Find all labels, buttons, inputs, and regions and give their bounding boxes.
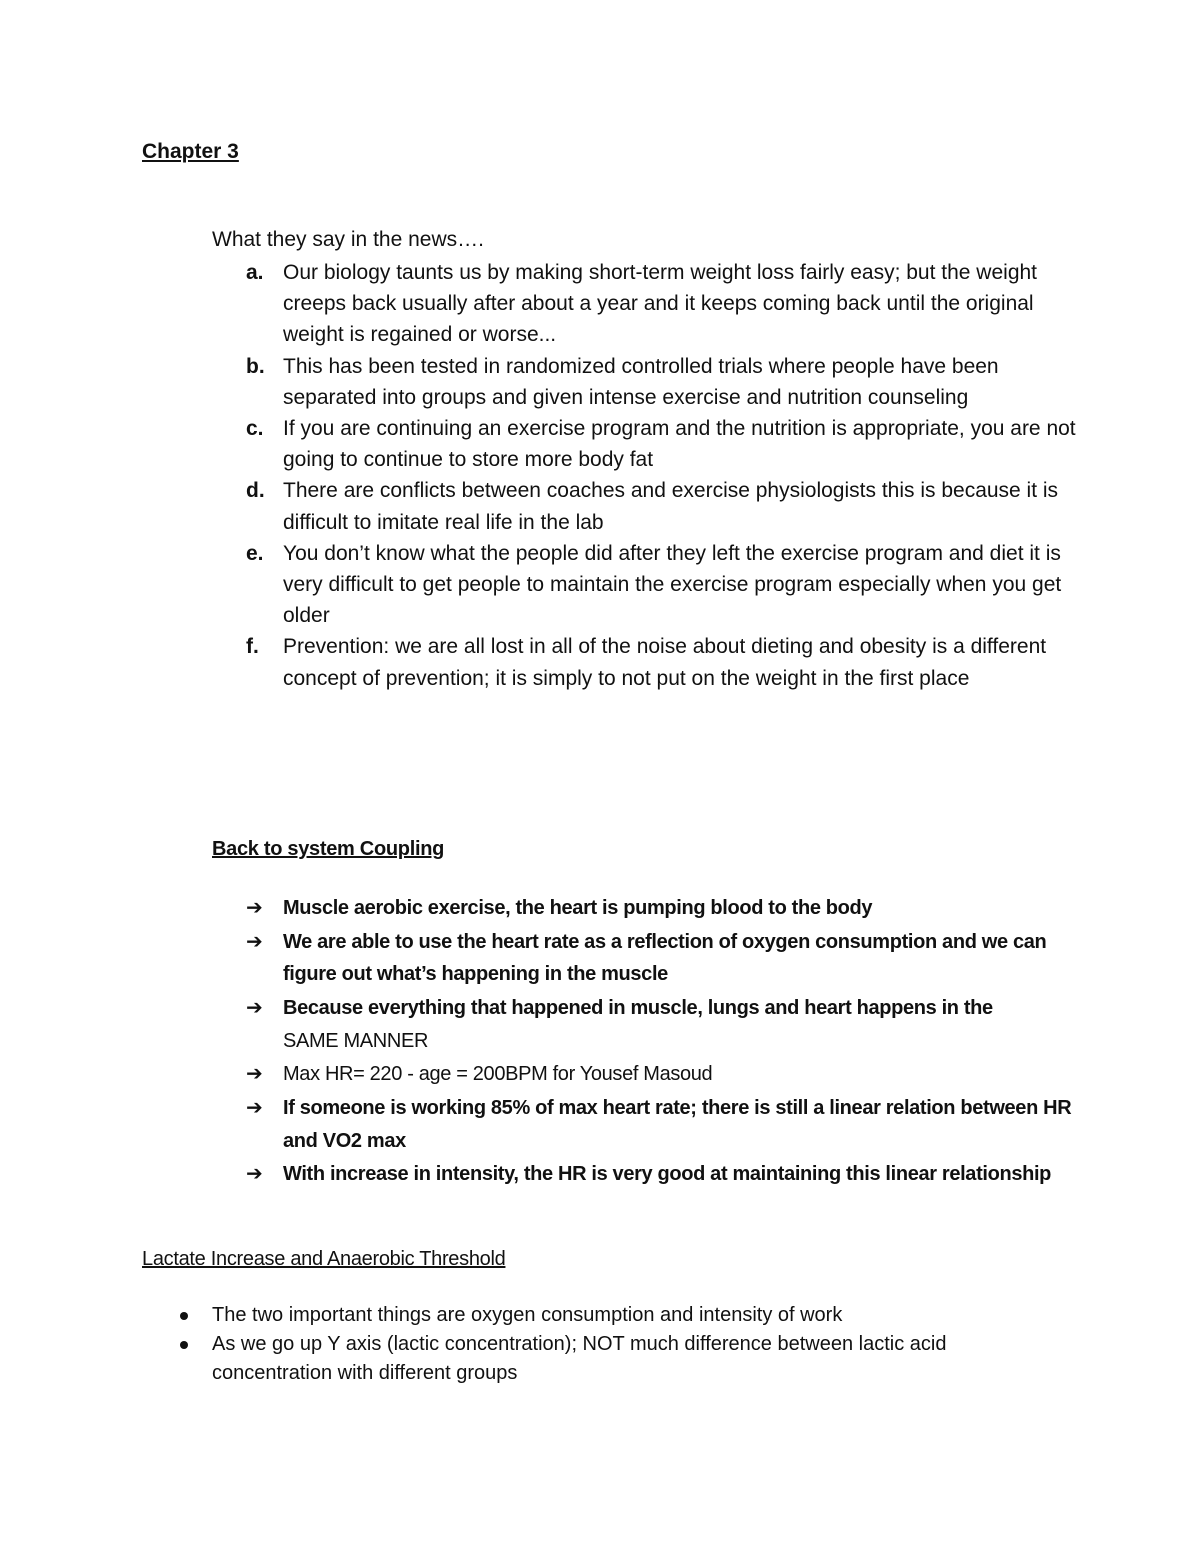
coupling-list	[246, 892, 1076, 1192]
list-marker: b.	[246, 354, 265, 378]
bullet-icon	[180, 1341, 188, 1349]
arrow-icon: ➔	[246, 1063, 263, 1086]
list-item-text: This has been tested in randomized controlled trials where people have been separated into groups and given intense exercise and nutrition counseling	[283, 354, 999, 409]
list-marker: a.	[246, 261, 264, 284]
list-item-text: We are able to use the heart rate as a reflection of oxygen consumption and we can figure out what’s happening in the muscle	[283, 930, 1047, 986]
arrow-icon: ➔	[246, 1097, 263, 1120]
list-item	[246, 926, 1076, 991]
lactate-list	[180, 1301, 1060, 1388]
list-item-text: Prevention: we are all lost in all of the noise about dieting and obesity is a different concept of prevention; it is simply to not put on the weight in the first place	[283, 635, 1047, 690]
list-item-text: Max HR= 220 - age = 200BPM for Yousef Masoud	[283, 1063, 713, 1086]
list-item-text: There are conflicts between coaches and exercise physiologists this is because it is difficult to imitate real life in the lab	[283, 479, 1059, 534]
list-item-text: If you are continuing an exercise program and the nutrition is appropriate, you are not going to continue to store more body fat	[283, 417, 1076, 472]
list-item	[246, 992, 1076, 1057]
section-heading-lactate: Lactate Increase and Anaerobic Threshold	[142, 1248, 506, 1270]
list-item	[246, 538, 1076, 632]
list-item-emphasis: linear relation between HR and VO2 max	[283, 1097, 1072, 1152]
list-item-text: Because everything that happened in muscle, lungs and heart happens in the	[283, 997, 993, 1020]
list-marker: f.	[246, 635, 259, 659]
list-item	[246, 1158, 1076, 1191]
list-marker: c.	[246, 417, 264, 441]
list-item	[246, 1092, 1076, 1157]
arrow-icon: ➔	[246, 1163, 263, 1186]
news-list	[246, 257, 1076, 694]
bullet-icon	[180, 1312, 188, 1320]
list-item-text: Muscle aerobic exercise, the heart is pumping blood to the body	[283, 897, 873, 919]
list-item	[246, 631, 1076, 693]
section-heading-coupling: Back to system Coupling	[212, 838, 445, 860]
list-item-text: If someone is working 85% of max heart rate; there is still a	[283, 1097, 830, 1120]
list-item-text: With increase in intensity, the HR is very good at maintaining this linear relationship	[283, 1163, 1052, 1186]
list-item	[180, 1301, 1060, 1330]
list-item	[246, 413, 1076, 475]
news-intro: What they say in the news….	[212, 228, 484, 251]
page-title: Chapter 3	[142, 140, 239, 163]
list-item-text: The two important things are oxygen consumption and intensity of work	[212, 1304, 843, 1326]
arrow-icon: ➔	[246, 897, 263, 919]
list-item-text-tail: SAME MANNER	[283, 1029, 429, 1052]
list-item-text: As we go up Y axis (lactic concentration); NOT much difference between lactic acid concentration with different groups	[212, 1333, 947, 1384]
list-marker: d.	[246, 479, 265, 503]
list-item	[246, 351, 1076, 413]
list-item-text: You don’t know what the people did after they left the exercise program and diet it is very difficult to get people to maintain the exercise program especially when you get older	[283, 541, 1062, 628]
list-item	[180, 1330, 1060, 1388]
arrow-icon: ➔	[246, 930, 263, 953]
list-item	[246, 475, 1076, 537]
list-marker: e.	[246, 541, 264, 565]
list-item-text: Our biology taunts us by making short-term weight loss fairly easy; but the weight creeps back usually after about a year and it keeps coming back until the original weight is regained or worse...	[283, 261, 1038, 347]
list-item	[246, 892, 1076, 925]
list-item	[246, 1058, 1076, 1091]
arrow-icon: ➔	[246, 997, 263, 1020]
list-item	[246, 257, 1076, 351]
